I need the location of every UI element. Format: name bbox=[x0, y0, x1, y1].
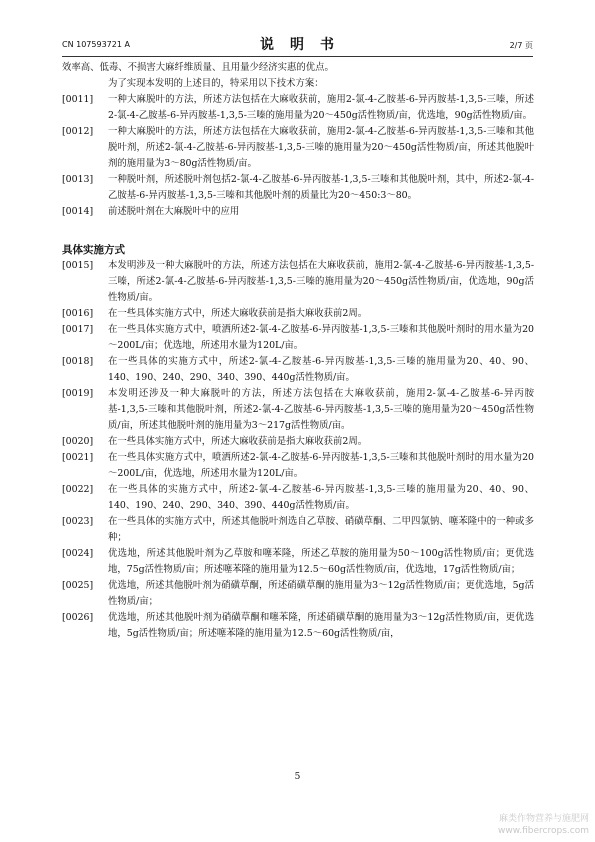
paragraph-text: 本发明涉及一种大麻脱叶的方法，所述方法包括在大麻收获前，施用2-氯-4-乙胺基-6-异丙胺基-1,3,5-三嗪，所述2-氯-4-乙胺基-6-异丙胺基-1,3,5-三嗪的施用量为20～450g活性物质/亩，优选地，90g活性物质/亩。 bbox=[108, 260, 534, 303]
paragraph-text: 本发明还涉及一种大麻脱叶的方法，所述方法包括在大麻收获前，施用2-氯-4-乙胺基-6-异丙胺基-1,3,5-三嗪和其他脱叶剂，所述2-氯-4-乙胺基-6-异丙胺基-1,3,5-三嗪的施用量为20～450g活性物质/亩，所述其他脱叶剂的施用量为3～217g活性物质/亩。 bbox=[108, 388, 534, 431]
paragraph-number: [0023] bbox=[62, 516, 94, 527]
paragraph-text: 在一些具体实施方式中，喷洒所述2-氯-4-乙胺基-6-异丙胺基-1,3,5-三嗪和其他脱叶剂时的用水量为20～200L/亩，优选地，所述用水量为120L/亩。 bbox=[108, 452, 534, 479]
paragraph-number: [0012] bbox=[62, 126, 94, 137]
paragraph bbox=[62, 258, 534, 306]
paragraph-number bbox=[62, 76, 108, 92]
paragraph-text: 一种大麻脱叶的方法，所述方法包括在大麻收获前，施用2-氯-4-乙胺基-6-异丙胺基-1,3,5-三嗪，所述2-氯-4-乙胺基-6-异丙胺基-1,3,5-三嗪的施用量为20～450g活性物质/亩，优选地，90g活性物质/亩。 bbox=[108, 94, 534, 121]
paragraph-number: [0013] bbox=[62, 174, 94, 185]
paragraph-number: [0014] bbox=[62, 206, 94, 217]
paragraph bbox=[62, 354, 534, 386]
paragraph bbox=[62, 610, 534, 642]
paragraph-list bbox=[62, 76, 534, 220]
watermark bbox=[498, 813, 589, 837]
intro-line: 效率高、低毒、不损害大麻纤维质量、且用量少经济实惠的优点。 bbox=[62, 62, 334, 73]
paragraph-text: 优选地，所述其他脱叶剂为乙草胺和噻苯隆，所述乙草胺的施用量为50～100g活性物质/亩；更优选地，75g活性物质/亩；所述噻苯隆的施用量为12.5～60g活性物质/亩，优选地，17g活性物质/亩； bbox=[108, 548, 534, 575]
paragraph-number: [0024] bbox=[62, 548, 94, 559]
paragraph-text: 一种脱叶剂，所述脱叶剂包括2-氯-4-乙胺基-6-异丙胺基-1,3,5-三嗪和其他脱叶剂，其中，所述2-氯-4-乙胺基-6-异丙胺基-1,3,5-三嗪和其他脱叶剂的质量比为20～450:3～80。 bbox=[108, 174, 534, 201]
paragraph-number: [0020] bbox=[62, 436, 94, 447]
paragraph bbox=[62, 546, 534, 578]
paragraph bbox=[62, 322, 534, 354]
paragraph bbox=[62, 76, 534, 92]
paragraph-text: 在一些具体实施方式中，喷洒所述2-氯-4-乙胺基-6-异丙胺基-1,3,5-三嗪和其他脱叶剂时的用水量为20～200L/亩；优选地，所述用水量为120L/亩。 bbox=[108, 324, 534, 351]
paragraph-text: 在一些具体的实施方式中，所述2-氯-4-乙胺基-6-异丙胺基-1,3,5-三嗪的施用量为20、40、90、140、190、240、290、340、390、440g活性物质/亩。 bbox=[108, 484, 534, 511]
paragraph-text: 在一些具体实施方式中，所述大麻收获前是指大麻收获前2周。 bbox=[108, 436, 368, 447]
paragraph bbox=[62, 172, 534, 204]
paragraph-text: 优选地，所述其他脱叶剂为硝磺草酮和噻苯隆，所述硝磺草酮的施用量为3～12g活性物质/亩，更优选地，5g活性物质/亩；所述噻苯隆的施用量为12.5～60g活性物质/亩， bbox=[108, 612, 534, 639]
paragraph bbox=[62, 204, 534, 220]
paragraph bbox=[62, 124, 534, 172]
paragraph-list bbox=[62, 258, 534, 642]
paragraph-number: [0017] bbox=[62, 324, 94, 335]
paragraph-number: [0021] bbox=[62, 452, 94, 463]
page-info: 2/7 页 bbox=[509, 41, 533, 50]
paragraph bbox=[62, 578, 534, 610]
watermark-title: 麻类作物营养与施肥网 bbox=[498, 814, 589, 824]
paragraph-text: 为了实现本发明的上述目的，特采用以下技术方案： bbox=[108, 78, 324, 89]
paragraph bbox=[62, 482, 534, 514]
paragraph-number: [0016] bbox=[62, 308, 94, 319]
paragraph-text: 优选地，所述其他脱叶剂为硝磺草酮，所述硝磺草酮的施用量为3～12g活性物质/亩；更优选地，5g活性物质/亩； bbox=[108, 580, 534, 607]
paragraph-text: 在一些具体的实施方式中，所述其他脱叶剂选自乙草胺、硝磺草酮、二甲四氯钠、噻苯隆中的一种或多种； bbox=[108, 516, 534, 543]
paragraph-number: [0018] bbox=[62, 356, 94, 367]
watermark-url: www.fibercrops.com bbox=[498, 826, 589, 836]
paragraph bbox=[62, 514, 534, 546]
paragraph-number: [0019] bbox=[62, 388, 94, 399]
paragraph bbox=[62, 386, 534, 434]
document-body bbox=[62, 60, 534, 642]
paragraph-number: [0022] bbox=[62, 484, 94, 495]
paragraph-number: [0025] bbox=[62, 580, 94, 591]
page-header bbox=[62, 30, 533, 57]
paragraph bbox=[62, 92, 534, 124]
publication-number: CN 107593721 A bbox=[62, 40, 130, 49]
paragraph-text: 在一些具体的实施方式中，所述2-氯-4-乙胺基-6-异丙胺基-1,3,5-三嗪的施用量为20、40、90、140、190、240、290、340、390、440g活性物质/亩。 bbox=[108, 356, 534, 383]
paragraph bbox=[62, 434, 534, 450]
paragraph bbox=[62, 306, 534, 322]
paragraph-text: 一种大麻脱叶的方法，所述方法包括在大麻收获前，施用2-氯-4-乙胺基-6-异丙胺基-1,3,5-三嗪和其他脱叶剂，所述2-氯-4-乙胺基-6-异丙胺基-1,3,5-三嗪的施用量为20～450g活性物质/亩，所述其他脱叶剂的施用量为3～80g活性物质/亩。 bbox=[108, 126, 534, 169]
paragraph bbox=[62, 450, 534, 482]
paragraph-text: 在一些具体实施方式中，所述大麻收获前是指大麻收获前2周。 bbox=[108, 308, 368, 319]
paragraph-text: 前述脱叶剂在大麻脱叶中的应用 bbox=[108, 206, 240, 217]
paragraph-number: [0015] bbox=[62, 260, 94, 271]
document-title: 说 明 书 bbox=[260, 37, 335, 53]
section-title: 具体实施方式 bbox=[62, 244, 125, 256]
paragraph-number: [0026] bbox=[62, 612, 94, 623]
page-number: 5 bbox=[294, 772, 301, 782]
paragraph-number: [0011] bbox=[62, 94, 94, 105]
